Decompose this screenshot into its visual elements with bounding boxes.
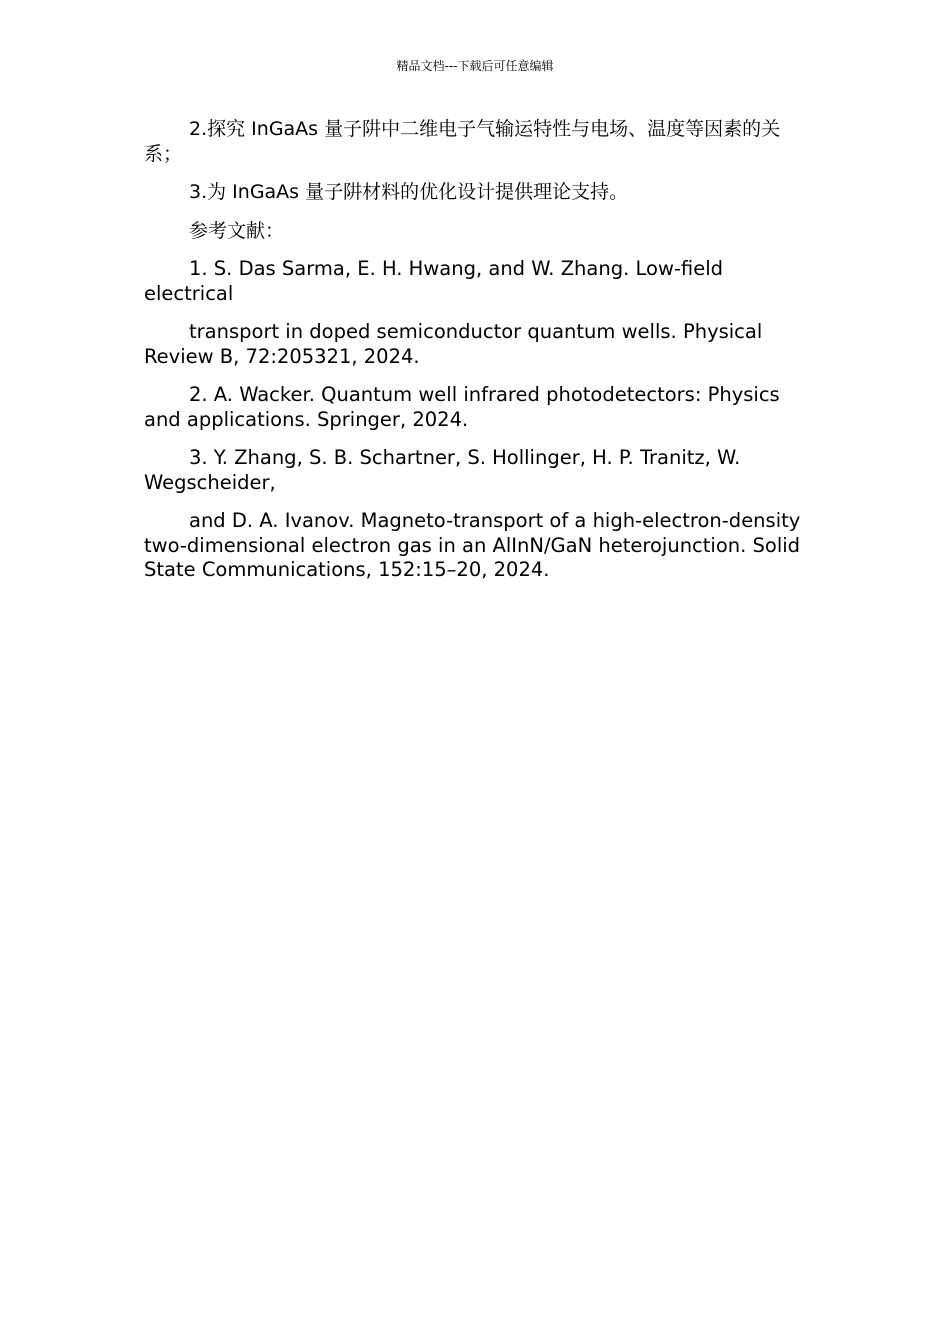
reference-1-line-1: 1. S. Das Sarma, E. H. Hwang, and W. Zhang. Low-field electrical [144,257,724,305]
document-body [144,117,806,597]
reference-1-line-2: transport in doped semiconductor quantum wells. Physical Review B, 72:205321, 2024. [144,320,763,368]
reference-3-line-2: and D. A. Ivanov. Magneto-transport of a high-electron-density two-dimensional electron gas in an AlInN/GaN heterojunction. Solid State Communications, 152:15–20, 2024. [144,509,801,581]
reference-3-line-1: 3. Y. Zhang, S. B. Schartner, S. Hollinger, H. P. Tranitz, W. Wegscheider, [144,446,741,494]
objective-item-2: 2.探究 InGaAs 量子阱中二维电子气输运特性与电场、温度等因素的关系； [144,118,781,165]
objective-item-3: 3.为 InGaAs 量子阱材料的优化设计提供理论支持。 [189,181,629,203]
references-heading: 参考文献： [189,219,285,242]
reference-2: 2. A. Wacker. Quantum well infrared photodetectors: Physics and applications. Springer, 2024. [144,383,780,431]
page-header: 精品文档---下载后可任意编辑 [396,59,554,73]
